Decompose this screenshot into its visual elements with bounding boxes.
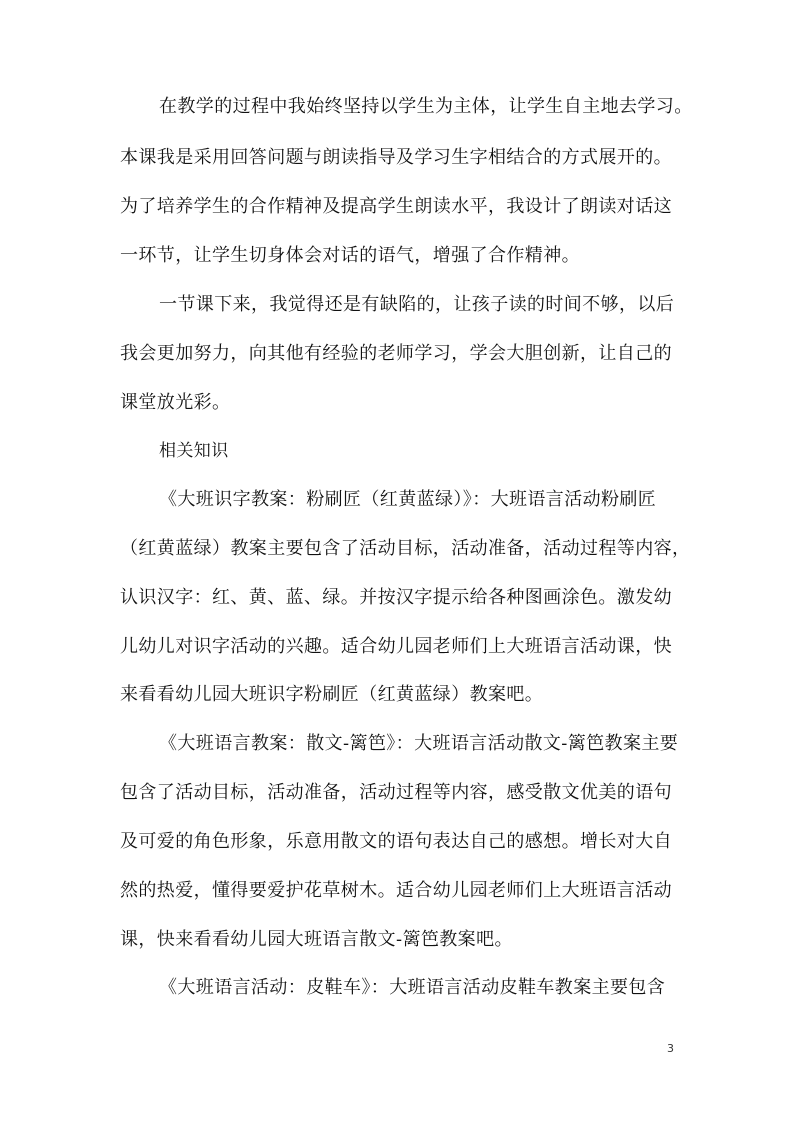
related-1-line-2: （红黄蓝绿）教案主要包含了活动目标，活动准备，活动过程等内容， <box>120 538 691 559</box>
related-1-line-5: 来看看幼儿园大班识字粉刷匠（红黄蓝绿）教案吧。 <box>120 684 544 705</box>
paragraph-1-line-3: 为了培养学生的合作精神及提高学生朗读水平，我设计了朗读对话这 <box>120 196 672 217</box>
related-3-line-1: 《大班语言活动：皮鞋车》：大班语言活动皮鞋车教案主要包含 <box>159 977 666 998</box>
related-1-line-3: 认识汉字：红、黄、蓝、绿。并按汉字提示给各种图画涂色。激发幼 <box>120 587 672 608</box>
related-2-line-2: 包含了活动目标，活动准备，活动过程等内容，感受散文优美的语句 <box>120 782 672 803</box>
related-2-line-4: 然的热爱，懂得要爱护花草树木。适合幼儿园老师们上大班语言活动 <box>120 880 672 901</box>
paragraph-1-line-4: 一环节，让学生切身体会对话的语气，增强了合作精神。 <box>120 245 580 266</box>
related-1-line-4: 儿幼儿对识字活动的兴趣。适合幼儿园老师们上大班语言活动课，快 <box>120 636 672 657</box>
related-2-line-1: 《大班语言教案：散文-篱笆》：大班语言活动散文-篱笆教案主要 <box>159 733 679 754</box>
paragraph-2-line-2: 我会更加努力，向其他有经验的老师学习，学会大胆创新，让自己的 <box>120 343 672 364</box>
paragraph-2-line-3: 课堂放光彩。 <box>120 392 231 413</box>
paragraph-2-line-1: 一节课下来，我觉得还是有缺陷的，让孩子读的时间不够，以后 <box>159 294 675 315</box>
related-2-line-3: 及可爱的角色形象，乐意用散文的语句表达自己的感想。增长对大自 <box>120 831 672 852</box>
paragraph-1-line-2: 本课我是采用回答问题与朗读指导及学习生字相结合的方式展开的。 <box>120 147 672 168</box>
related-1-line-1: 《大班识字教案：粉刷匠（红黄蓝绿）》：大班语言活动粉刷匠 <box>159 489 657 510</box>
page-number: 3 <box>667 1042 674 1055</box>
related-2-line-5: 课，快来看看幼儿园大班语言散文-篱笆教案吧。 <box>120 929 513 950</box>
paragraph-1-line-1: 在教学的过程中我始终坚持以学生为主体，让学生自主地去学习。 <box>159 96 693 117</box>
section-heading: 相关知识 <box>159 441 229 461</box>
